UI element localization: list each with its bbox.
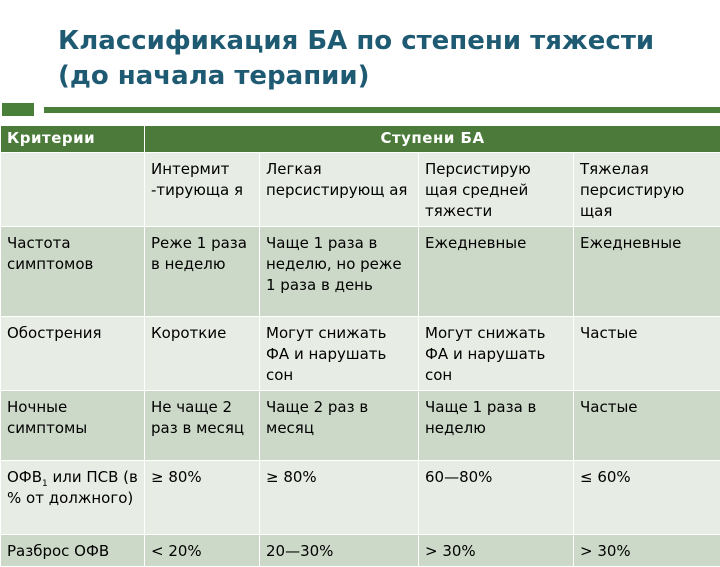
cell-moderate: Ежедневные — [419, 227, 574, 317]
cell-moderate: Чаще 1 раза в неделю — [419, 391, 574, 461]
stage-names-row — [1, 153, 720, 227]
stage-severe: Тяжелая персистирую щая — [574, 153, 720, 227]
stage-moderate: Персистирую щая средней тяжести — [419, 153, 574, 227]
cell-moderate: Могут снижать ФА и нарушать сон — [419, 317, 574, 391]
header-criteria: Критерии — [1, 126, 145, 153]
table-header-row — [1, 126, 720, 153]
table-row — [1, 461, 720, 535]
stage-intermittent: Интермит -тирующа я — [145, 153, 260, 227]
severity-table — [0, 125, 720, 567]
cell-severe: Частые — [574, 317, 720, 391]
cell-intermittent: < 20% — [145, 535, 260, 567]
cell-mild: Чаще 1 раза в неделю, но реже 1 раза в день — [260, 227, 419, 317]
label-fev-subscript: 1 — [42, 479, 48, 489]
cell-severe: Ежедневные — [574, 227, 720, 317]
row-label: Ночные симптомы — [1, 391, 145, 461]
row-label: Частота симптомов — [1, 227, 145, 317]
stage-mild: Легкая персистирующ ая — [260, 153, 419, 227]
header-stages: Ступени БА — [145, 126, 720, 153]
stage-empty-cell — [1, 153, 145, 227]
cell-moderate: > 30% — [419, 535, 574, 567]
label-fev: ОФВ — [7, 468, 42, 486]
cell-severe: Частые — [574, 391, 720, 461]
row-label: Обострения — [1, 317, 145, 391]
cell-moderate: 60—80% — [419, 461, 574, 535]
table-row — [1, 227, 720, 317]
row-label — [1, 461, 145, 535]
row-label: Разброс ОФВ — [1, 535, 145, 567]
cell-mild: ≥ 80% — [260, 461, 419, 535]
cell-mild: Могут снижать ФА и нарушать сон — [260, 317, 419, 391]
slide-title: Классификация БА по степени тяжести (до начала терапии) — [58, 24, 698, 94]
cell-severe: ≤ 60% — [574, 461, 720, 535]
cell-mild: 20—30% — [260, 535, 419, 567]
divider-line — [44, 107, 720, 113]
table-row — [1, 391, 720, 461]
cell-severe: > 30% — [574, 535, 720, 567]
label-fev-rest: или ПСВ (в % от должного) — [7, 468, 138, 507]
cell-intermittent: Короткие — [145, 317, 260, 391]
title-divider — [0, 103, 720, 116]
cell-intermittent: ≥ 80% — [145, 461, 260, 535]
table-row — [1, 317, 720, 391]
cell-mild: Чаще 2 раз в месяц — [260, 391, 419, 461]
table-row — [1, 535, 720, 567]
cell-intermittent: Не чаще 2 раз в месяц — [145, 391, 260, 461]
divider-square — [2, 103, 34, 116]
cell-intermittent: Реже 1 раза в неделю — [145, 227, 260, 317]
